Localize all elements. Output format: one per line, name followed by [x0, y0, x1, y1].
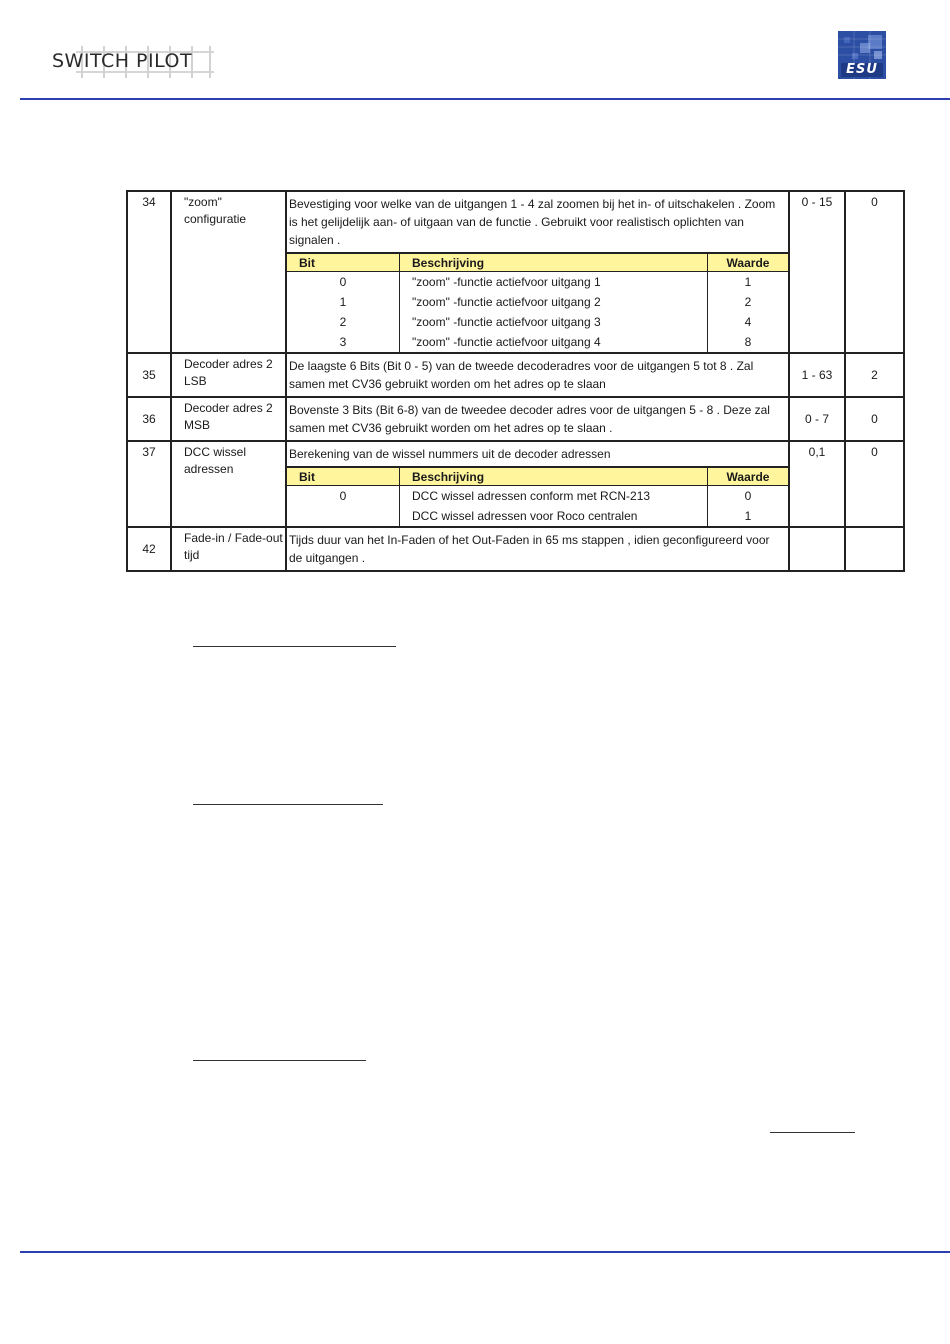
cv-default: 0 — [871, 445, 878, 459]
bit-table — [287, 252, 788, 352]
cv-range: 0,1 — [808, 445, 826, 459]
bit-cell — [287, 506, 400, 526]
cv-default: 0 — [871, 195, 878, 209]
bit-desc-cell: DCC wissel adressen voor Roco centralen — [400, 506, 708, 526]
esu-logo-text: ESU — [846, 62, 878, 77]
bit-header: Bit — [287, 467, 400, 486]
bit-cell: 0 — [287, 486, 400, 507]
bit-value-cell: 4 — [744, 315, 752, 329]
bit-value-cell: 2 — [744, 295, 752, 309]
table-row — [127, 353, 904, 397]
bit-row — [287, 486, 788, 507]
bit-table-header — [287, 253, 788, 272]
bit-value-cell: 8 — [744, 335, 752, 349]
cv-name: DCC wissel adressen — [184, 445, 247, 476]
brand-name: SWITCH PILOT — [52, 50, 193, 72]
cv-number: 36 — [142, 412, 156, 426]
bit-table — [287, 466, 788, 526]
bit-desc-cell: "zoom" -functie actiefvoor uitgang 4 — [400, 332, 708, 352]
section-heading-underline — [193, 1060, 366, 1061]
table-row — [127, 441, 904, 527]
section-heading-underline — [193, 804, 383, 805]
text-underline — [770, 1132, 855, 1133]
description-header: Beschrijving — [400, 467, 708, 486]
footer-divider — [20, 1251, 950, 1253]
bit-cell: 2 — [287, 312, 400, 332]
bit-value-cell: 1 — [744, 275, 752, 289]
cv-table — [126, 190, 905, 572]
bit-row — [287, 272, 788, 293]
bit-value-cell: 0 — [744, 489, 752, 503]
switch-pilot-logo — [48, 38, 218, 86]
bit-row — [287, 332, 788, 352]
cv-default: 0 — [871, 412, 878, 426]
cv-name: "zoom" configuratie — [184, 195, 247, 226]
table-row — [127, 397, 904, 441]
cv-description: De laagste 6 Bits (Bit 0 - 5) van de tweede decoderadres voor de uitgangen 5 tot 8 . Zal samen met CV36 gebruikt worden om het adres op te slaan — [289, 359, 754, 391]
bit-header: Bit — [287, 253, 400, 272]
cv-description: Bovenste 3 Bits (Bit 6-8) van de tweedee decoder adres voor de uitgangen 5 - 8 . Deze zal samen met CV36 gebruikt worden om het adres op te slaan . — [289, 403, 770, 435]
header-divider — [20, 98, 950, 100]
bit-cell: 0 — [287, 272, 400, 293]
cv-number: 34 — [142, 195, 156, 209]
cv-number: 42 — [142, 542, 156, 556]
value-header: Waarde — [708, 467, 789, 486]
bit-cell: 1 — [287, 292, 400, 312]
bit-table-header — [287, 467, 788, 486]
section-heading-underline — [193, 646, 396, 647]
value-header: Waarde — [708, 253, 789, 272]
table-row — [127, 191, 904, 353]
bit-cell: 3 — [287, 332, 400, 352]
bit-desc-cell: DCC wissel adressen conform met RCN-213 — [400, 486, 708, 507]
cv-range: 1 - 63 — [801, 368, 833, 382]
bit-value-cell: 1 — [744, 509, 752, 523]
description-header: Beschrijving — [400, 253, 708, 272]
cv-name: Decoder adres 2 LSB — [184, 357, 273, 388]
bit-desc-cell: "zoom" -functie actiefvoor uitgang 2 — [400, 292, 708, 312]
cv-description: Berekening van de wissel nummers uit de decoder adressen — [289, 447, 611, 461]
bit-row — [287, 506, 788, 526]
cv-range: 0 - 7 — [804, 412, 829, 426]
table-row — [127, 527, 904, 571]
bit-desc-cell: "zoom" -functie actiefvoor uitgang 1 — [400, 272, 708, 293]
bit-row — [287, 292, 788, 312]
cv-default: 2 — [871, 368, 878, 382]
cv-description: Bevestiging voor welke van de uitgangen 1 - 4 zal zoomen bij het in- of uitschakelen . Zoom is het gelijdelijk aan- of uitgaan van de functie . Gebruikt voor realistisch oplichten van signalen . — [289, 197, 776, 247]
cv-number: 35 — [142, 368, 156, 382]
cv-name: Fade-in / Fade-out tijd — [184, 531, 283, 562]
esu-logo — [838, 31, 886, 79]
bit-row — [287, 312, 788, 332]
cv-range: 0 - 15 — [801, 195, 833, 209]
bit-desc-cell: "zoom" -functie actiefvoor uitgang 3 — [400, 312, 708, 332]
cv-name: Decoder adres 2 MSB — [184, 401, 273, 432]
cv-description: Tijds duur van het In-Faden of het Out-Faden in 65 ms stappen , idien geconfigureerd voor de uitgangen . — [289, 533, 770, 565]
cv-number: 37 — [142, 445, 156, 459]
